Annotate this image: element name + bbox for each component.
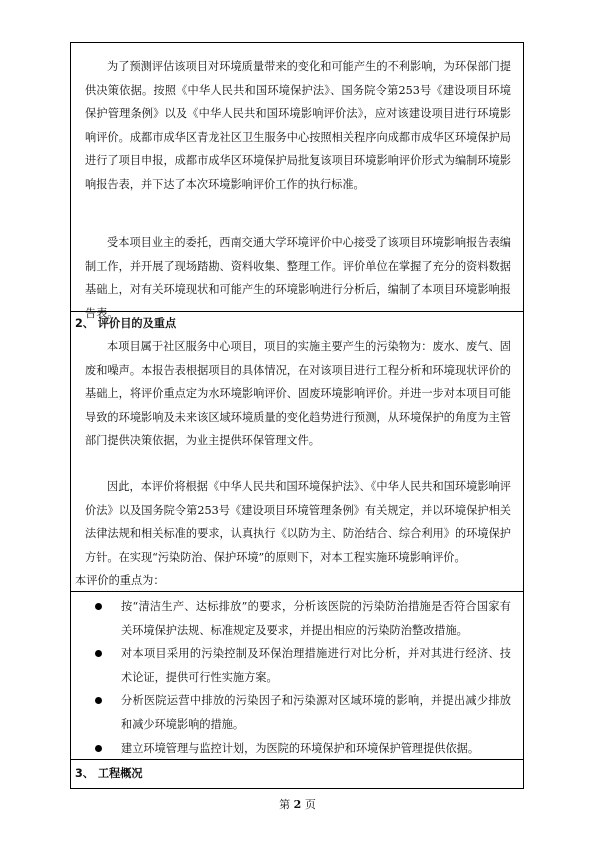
paragraph-commission: 受本项目业主的委托，西南交通大学环境评价中心接受了该项目环境影响报告表编制工作，并开展了现场踏勘、资料收集、整理工作。评价单位在掌握了充分的资料数据基础上，对有关环境现状和可能产生的环境影响进行分析后，编制了本项目环境影响报告表。 [85, 236, 511, 320]
bullet-text: 分析医院运营中排放的污染因子和污染源对区域环境的影响，并提出减少排放和减少环境影响的措施。 [121, 694, 511, 731]
list-item [85, 737, 511, 761]
divider-1 [71, 311, 523, 312]
list-item [85, 689, 511, 736]
paragraph-section2-basis: 因此，本评价将根据《中华人民共和国环境保护法》、《中华人民共和国环境影响评价法》以及国务院令第253号《建设项目环境管理条例》有关规定，并以环境保护相关法律法规和相关标准的要求，认真执行《以防为主、防治结合、综合利用》的环境保护方针。在实现“污染防治、保护环境”的原则下，对本工程实施环境影响评价。 [85, 480, 511, 564]
page-footer [0, 796, 595, 812]
paragraph-purpose: 为了预测评估该项目对环境质量带来的变化和可能产生的不利影响，为环保部门提供决策依据。按照《中华人民共和国环境保护法》、国务院令第253号《建设项目环境保护管理条例》以及《中华人民共和国环境影响评价法》，应对该建设项目进行环境影响评价。成都市成华区青龙社区卫生服务中心按照相关程序向成都市成华区环境保护局进行了项目申报，成都市成华区环境保护局批复该项目环境影响评价形式为编制环境影响报告表，并下达了本次环境影响评价工作的执行标准。 [85, 60, 511, 191]
bullet-text: 建立环境管理与监控计划，为医院的环境保护和环境保护管理提供依据。 [121, 741, 480, 755]
divider-2 [71, 591, 523, 592]
section-2-heading: 2、 评价目的及重点 [75, 317, 177, 330]
divider-3 [71, 759, 523, 760]
bullet-icon [95, 650, 102, 657]
bullet-text: 对本项目采用的污染控制及环保治理措施进行对比分析，并对其进行经济、技术论证，提供可行性实施方案。 [121, 647, 511, 684]
focus-label: 本评价的重点为： [75, 574, 165, 587]
paragraph-section2-scope: 本项目属于社区服务中心项目，项目的实施主要产生的污染物为：废水、废气、固废和噪声。本报告表根据项目的具体情况，在对该项目进行工程分析和环境现状评价的基础上，将评价重点定为水环境影响评价、固废环境影响评价。并进一步对本项目可能导致的环境影响及未来该区域环境质量的变化趋势进行预测，从环境保护的角度为主管部门提供决策依据，为业主提供环保管理文件。 [85, 340, 511, 448]
bullet-text: 按“清洁生产、达标排放”的要求，分析该医院的污染防治措施是否符合国家有关环境保护法规、标准规定及要求，并提出相应的污染防治整改措施。 [121, 600, 511, 637]
bullet-icon [95, 603, 102, 610]
page-frame [70, 42, 524, 789]
bullet-icon [95, 697, 102, 704]
section-3-heading: 3、 工程概况 [75, 767, 143, 780]
footer-suffix: 页 [304, 798, 316, 811]
focus-list [85, 595, 511, 760]
footer-prefix: 第 [279, 798, 291, 811]
page-number: 2 [293, 798, 302, 811]
list-item [85, 642, 511, 689]
bullet-icon [95, 745, 102, 752]
list-item [85, 595, 511, 642]
